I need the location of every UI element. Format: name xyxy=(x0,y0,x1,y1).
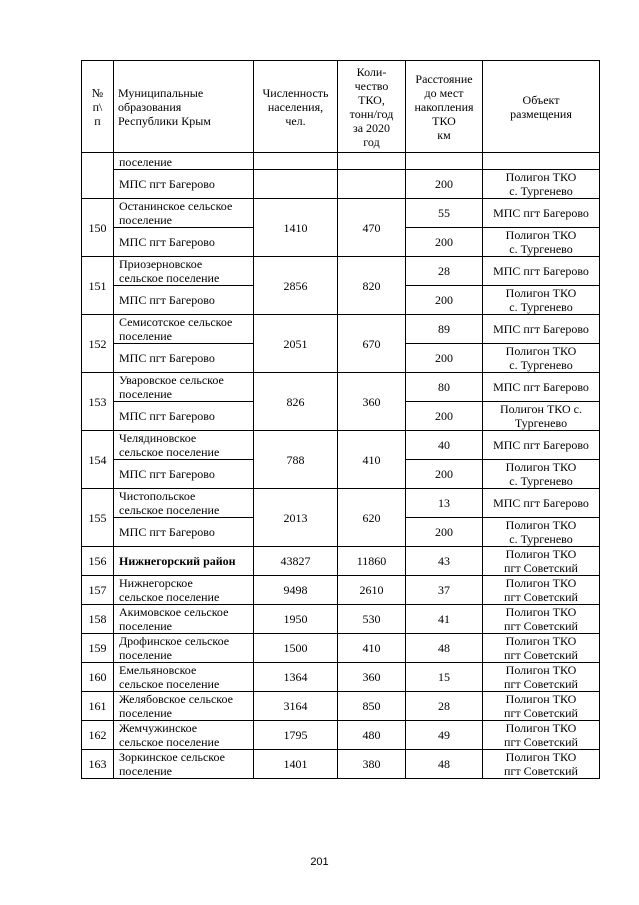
cell-target: Полигон ТКО пгт Советский xyxy=(483,663,600,692)
cell-target: Полигон ТКО пгт Советский xyxy=(483,721,600,750)
cell-distance: 13 xyxy=(406,489,483,518)
cell-target: МПС пгт Багерово xyxy=(483,489,600,518)
cell-name: Нижнегорское сельское поселение xyxy=(114,576,254,605)
cell-num: 154 xyxy=(82,431,114,489)
cell-tko: 480 xyxy=(338,721,406,750)
cell-population: 2013 xyxy=(254,489,338,547)
cell-name: МПС пгт Багерово xyxy=(114,286,254,315)
cell-target: Полигон ТКО пгт Советский xyxy=(483,547,600,576)
cell-target: Полигон ТКО пгт Советский xyxy=(483,692,600,721)
cell-target: Полигон ТКО с. Тургенево xyxy=(483,170,600,199)
cell-distance: 37 xyxy=(406,576,483,605)
cell-tko xyxy=(338,170,406,199)
cell-num: 157 xyxy=(82,576,114,605)
cell-distance xyxy=(406,153,483,170)
cell-population xyxy=(254,170,338,199)
cell-population: 1950 xyxy=(254,605,338,634)
table-row xyxy=(82,663,600,692)
cell-population: 2051 xyxy=(254,315,338,373)
cell-name: Чистопольское сельское поселение xyxy=(114,489,254,518)
cell-target: Полигон ТКО с. Тургенево xyxy=(483,286,600,315)
cell-tko: 2610 xyxy=(338,576,406,605)
cell-population: 43827 xyxy=(254,547,338,576)
cell-population: 788 xyxy=(254,431,338,489)
cell-name: Жемчужинское сельское поселение xyxy=(114,721,254,750)
cell-distance: 200 xyxy=(406,518,483,547)
cell-target: МПС пгт Багерово xyxy=(483,373,600,402)
table-row xyxy=(82,547,600,576)
page-number: 201 xyxy=(310,856,329,868)
cell-distance: 48 xyxy=(406,750,483,779)
cell-population: 1410 xyxy=(254,199,338,257)
cell-name: Зоркинское сельское поселение xyxy=(114,750,254,779)
cell-tko: 620 xyxy=(338,489,406,547)
cell-num: 159 xyxy=(82,634,114,663)
cell-num: 161 xyxy=(82,692,114,721)
cell-distance: 43 xyxy=(406,547,483,576)
cell-name: МПС пгт Багерово xyxy=(114,170,254,199)
header-population: Численность населения, чел. xyxy=(254,61,338,153)
cell-distance: 41 xyxy=(406,605,483,634)
header-distance: Расстояние до мест накопления ТКО км xyxy=(406,61,483,153)
cell-distance: 200 xyxy=(406,344,483,373)
cell-tko: 470 xyxy=(338,199,406,257)
cell-num: 158 xyxy=(82,605,114,634)
table-header-row xyxy=(82,61,600,153)
cell-num: 155 xyxy=(82,489,114,547)
cell-target: МПС пгт Багерово xyxy=(483,315,600,344)
cell-tko: 11860 xyxy=(338,547,406,576)
cell-population: 826 xyxy=(254,373,338,431)
table-row xyxy=(82,750,600,779)
table-row xyxy=(82,315,600,344)
cell-tko: 670 xyxy=(338,315,406,373)
cell-target: Полигон ТКО с. Тургенево xyxy=(483,460,600,489)
cell-name: Уваровское сельское поселение xyxy=(114,373,254,402)
header-tko: Коли- чество ТКО, тонн/год за 2020 год xyxy=(338,61,406,153)
cell-distance: 200 xyxy=(406,460,483,489)
cell-num: 153 xyxy=(82,373,114,431)
cell-distance: 28 xyxy=(406,257,483,286)
cell-target: МПС пгт Багерово xyxy=(483,257,600,286)
cell-tko: 820 xyxy=(338,257,406,315)
table-row xyxy=(82,576,600,605)
cell-target: Полигон ТКО пгт Советский xyxy=(483,605,600,634)
cell-name: МПС пгт Багерово xyxy=(114,228,254,257)
cell-target: МПС пгт Багерово xyxy=(483,431,600,460)
cell-population: 1364 xyxy=(254,663,338,692)
cell-population: 3164 xyxy=(254,692,338,721)
cell-tko: 410 xyxy=(338,634,406,663)
table-row xyxy=(82,431,600,460)
cell-tko: 360 xyxy=(338,373,406,431)
cell-tko xyxy=(338,153,406,170)
data-table xyxy=(81,60,600,779)
table-row xyxy=(82,489,600,518)
cell-target: Полигон ТКО с. Тургенево xyxy=(483,228,600,257)
cell-name: Емельяновское сельское поселение xyxy=(114,663,254,692)
cell-num xyxy=(82,153,114,199)
cell-num: 163 xyxy=(82,750,114,779)
cell-target: Полигон ТКО с. Тургенево xyxy=(483,344,600,373)
cell-target: Полигон ТКО с. Тургенево xyxy=(483,518,600,547)
cell-target xyxy=(483,153,600,170)
table-row xyxy=(82,153,600,170)
cell-distance: 49 xyxy=(406,721,483,750)
cell-distance: 80 xyxy=(406,373,483,402)
cell-name: МПС пгт Багерово xyxy=(114,518,254,547)
header-num: № п\ п xyxy=(82,61,114,153)
table-row xyxy=(82,692,600,721)
cell-distance: 200 xyxy=(406,170,483,199)
table-row xyxy=(82,605,600,634)
cell-name: МПС пгт Багерово xyxy=(114,344,254,373)
cell-target: Полигон ТКО пгт Советский xyxy=(483,634,600,663)
cell-distance: 40 xyxy=(406,431,483,460)
cell-target: МПС пгт Багерово xyxy=(483,199,600,228)
cell-tko: 850 xyxy=(338,692,406,721)
cell-population: 1401 xyxy=(254,750,338,779)
table-row xyxy=(82,257,600,286)
cell-distance: 55 xyxy=(406,199,483,228)
cell-name: Нижнегорский район xyxy=(114,547,254,576)
cell-distance: 48 xyxy=(406,634,483,663)
cell-tko: 410 xyxy=(338,431,406,489)
table-row xyxy=(82,170,600,199)
cell-num: 151 xyxy=(82,257,114,315)
cell-distance: 28 xyxy=(406,692,483,721)
cell-name: Семисотское сельское поселение xyxy=(114,315,254,344)
table-row xyxy=(82,373,600,402)
cell-num: 160 xyxy=(82,663,114,692)
cell-num: 152 xyxy=(82,315,114,373)
table-row xyxy=(82,199,600,228)
cell-name: МПС пгт Багерово xyxy=(114,402,254,431)
cell-name: Приозерновское сельское поселение xyxy=(114,257,254,286)
table-row xyxy=(82,721,600,750)
cell-num: 162 xyxy=(82,721,114,750)
cell-name: Челядиновское сельское поселение xyxy=(114,431,254,460)
cell-num: 156 xyxy=(82,547,114,576)
cell-population: 1795 xyxy=(254,721,338,750)
cell-target: Полигон ТКО с. Тургенево xyxy=(483,402,600,431)
cell-distance: 15 xyxy=(406,663,483,692)
header-name: Муниципальные образования Республики Крым xyxy=(114,61,254,153)
cell-num: 150 xyxy=(82,199,114,257)
cell-name: Дрофинское сельское поселение xyxy=(114,634,254,663)
cell-population xyxy=(254,153,338,170)
cell-name: Желябовское сельское поселение xyxy=(114,692,254,721)
cell-population: 2856 xyxy=(254,257,338,315)
cell-population: 9498 xyxy=(254,576,338,605)
cell-distance: 200 xyxy=(406,286,483,315)
cell-tko: 360 xyxy=(338,663,406,692)
cell-name: Акимовское сельское поселение xyxy=(114,605,254,634)
cell-distance: 200 xyxy=(406,228,483,257)
cell-target: Полигон ТКО пгт Советский xyxy=(483,750,600,779)
cell-distance: 89 xyxy=(406,315,483,344)
table-row xyxy=(82,634,600,663)
cell-population: 1500 xyxy=(254,634,338,663)
cell-name: Останинское сельское поселение xyxy=(114,199,254,228)
cell-tko: 530 xyxy=(338,605,406,634)
cell-distance: 200 xyxy=(406,402,483,431)
cell-target: Полигон ТКО пгт Советский xyxy=(483,576,600,605)
cell-name: поселение xyxy=(114,153,254,170)
cell-tko: 380 xyxy=(338,750,406,779)
cell-name: МПС пгт Багерово xyxy=(114,460,254,489)
header-target: Объект размещения xyxy=(483,61,600,153)
